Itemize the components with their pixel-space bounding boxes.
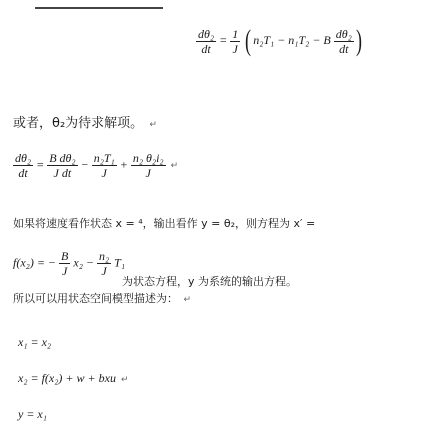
check-mark-icon: ↵ — [170, 160, 179, 171]
eq2-t1-den: J dt — [53, 166, 72, 180]
eq1-coef-num: 1 — [232, 26, 239, 41]
text-line-2-content: 或者，θ₂为待求解项。 — [13, 116, 144, 131]
eq2-op2: − — [80, 157, 89, 172]
eq1-right-paren: ) — [355, 24, 362, 57]
eq1-lhs-num: dθ₂ — [198, 26, 215, 41]
state-line-3 — [18, 408, 47, 420]
eq3-lhs: f(x₂) = − — [13, 255, 57, 270]
eq2-t1-fraction — [47, 152, 77, 179]
eq2-t2-num: n₂T₁ — [93, 151, 115, 165]
check-mark-icon: ↵ — [120, 374, 129, 384]
equation-1 — [196, 26, 364, 56]
state-line-1 — [18, 336, 51, 348]
eq3-t1-num: B — [61, 249, 69, 263]
eq2-equals: = — [36, 157, 45, 172]
text-line-5b — [122, 276, 297, 287]
text-line-4-content: 如果将速度看作状态 x = ⁴，输出看作 y = θ₂，则方程为 x′ = — [13, 217, 316, 230]
eq2-t2-den: J — [101, 166, 107, 180]
eq1-equals: = — [219, 32, 228, 47]
eq2-lhs-den: dt — [18, 166, 28, 180]
equation-2 — [13, 152, 178, 179]
text-line-6 — [13, 293, 191, 305]
text-line-5b-content: 为状态方程，y 为系统的输出方程。 — [122, 275, 298, 288]
eq3-t2-den: J — [101, 264, 107, 278]
state-line-2 — [18, 372, 129, 384]
eq3-t2-num: n₂ — [98, 249, 110, 263]
eq2-lhs-fraction — [13, 152, 33, 179]
eq1-left-paren: ( — [245, 24, 252, 57]
equation-3 — [13, 250, 125, 277]
eq2-t1-num: B dθ₂ — [49, 151, 76, 165]
eq2-lhs-num: dθ₂ — [15, 151, 32, 165]
eq1-inner-fraction — [334, 28, 354, 55]
eq1-term1: n₂T₁ − n₁T₂ − B — [253, 32, 331, 47]
eq3-t1-den: J — [62, 264, 68, 278]
state-line-3-content: y = x₁ — [18, 407, 47, 421]
text-line-2 — [13, 117, 157, 130]
state-line-2-content: x₂ = f(x₂) + w + bxu — [18, 371, 116, 385]
eq1-inner-num: dθ₂ — [335, 26, 352, 41]
eq1-coef-fraction — [230, 28, 240, 55]
eq3-t1-fraction — [59, 250, 70, 277]
eq2-t3-fraction — [131, 152, 166, 179]
eq2-op3: + — [119, 157, 128, 172]
check-mark-icon: ↵ — [149, 120, 157, 130]
top-rule — [35, 7, 163, 9]
text-line-4 — [13, 218, 315, 229]
eq1-lhs-den: dt — [201, 41, 211, 56]
eq1-inner-den: dt — [339, 41, 349, 56]
check-mark-icon: ↵ — [183, 295, 192, 305]
state-line-1-content: x₁ = x₂ — [18, 335, 52, 349]
eq1-lhs-fraction — [196, 28, 216, 55]
eq3-tail: T₁ — [114, 255, 126, 270]
eq2-t3-den: J — [145, 166, 151, 180]
eq3-t2-fraction — [97, 250, 111, 277]
eq2-t2-fraction — [92, 152, 117, 179]
text-line-6-content: 所以可以用状态空间模型描述为： — [13, 292, 178, 305]
eq3-mid: x₂ − — [73, 255, 94, 270]
eq1-coef-den: J — [232, 41, 238, 56]
eq2-t3-num: n₂ θ₂i₂ — [132, 151, 164, 165]
